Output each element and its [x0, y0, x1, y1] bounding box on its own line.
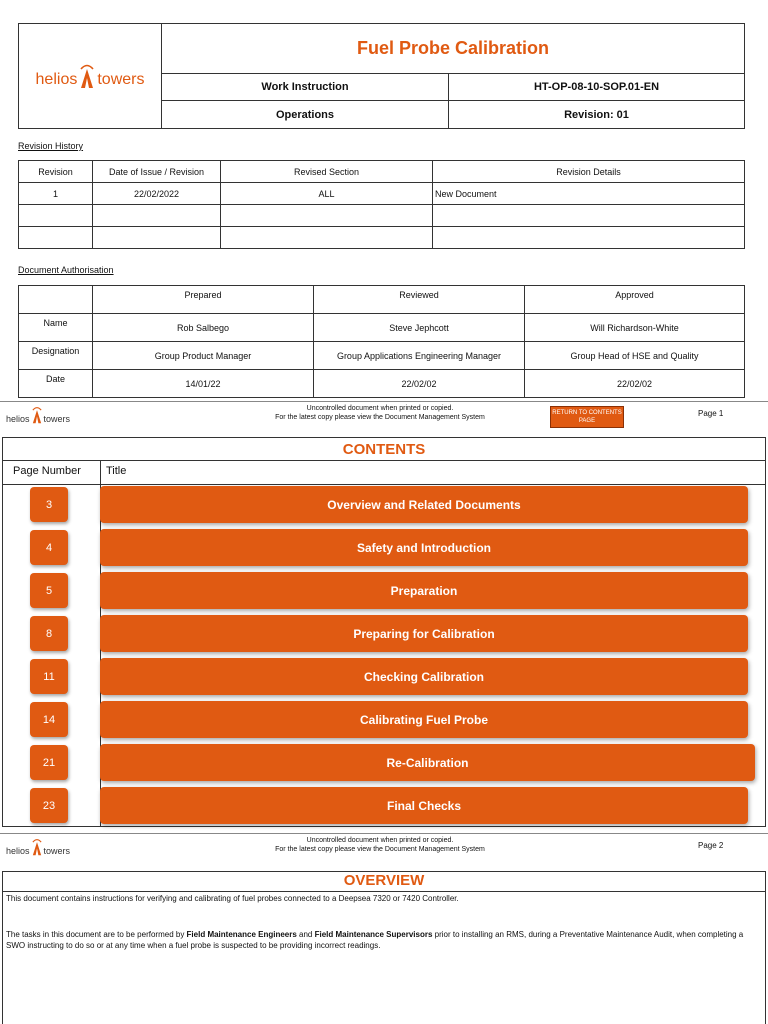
- contents-page-number[interactable]: 5: [30, 573, 68, 608]
- notice-line-1: Uncontrolled document when printed or copied.: [306, 837, 454, 844]
- table-header-cell: Date of Issue / Revision: [93, 161, 221, 183]
- helios-towers-logo-small: [6, 406, 70, 424]
- contents-page-number[interactable]: 14: [30, 702, 68, 737]
- divider: [3, 460, 765, 461]
- notice-line-2: For the latest copy please view the Document Management System: [275, 414, 485, 421]
- contents-page-number[interactable]: 8: [30, 616, 68, 651]
- table-cell: Name: [19, 314, 93, 342]
- table-cell: New Document: [433, 183, 745, 205]
- notice-line-1: Uncontrolled document when printed or copied.: [306, 405, 454, 412]
- document-header: [18, 23, 745, 129]
- overview-section: [2, 871, 766, 1024]
- contents-page-number[interactable]: 21: [30, 745, 68, 780]
- uncontrolled-notice: [230, 836, 530, 854]
- page-divider: [0, 401, 768, 402]
- revision: Revision: 01: [564, 108, 629, 121]
- table-header-cell: Reviewed: [314, 286, 525, 314]
- table-cell: [433, 205, 745, 227]
- logo-text-left: helios: [6, 414, 30, 424]
- contents-page-number[interactable]: 23: [30, 788, 68, 823]
- table-cell: 22/02/02: [314, 370, 525, 398]
- table-row: [19, 183, 745, 205]
- tower-icon: [77, 63, 97, 89]
- page-number: Page 1: [698, 409, 724, 418]
- table-cell: Rob Salbego: [93, 314, 314, 342]
- table-cell: Group Product Manager: [93, 342, 314, 370]
- authorisation-table: [18, 285, 745, 398]
- table-header-row: [19, 286, 745, 314]
- contents-item-calibrating[interactable]: Calibrating Fuel Probe: [100, 701, 748, 738]
- contents-page-number[interactable]: 3: [30, 487, 68, 522]
- table-cell: 14/01/22: [93, 370, 314, 398]
- role-field-maintenance-supervisors: Field Maintenance Supervisors: [314, 930, 433, 939]
- table-cell: Designation: [19, 342, 93, 370]
- table-cell: Group Applications Engineering Manager: [314, 342, 525, 370]
- logo-text-left: helios: [35, 71, 78, 88]
- contents-item-preparation[interactable]: Preparation: [100, 572, 748, 609]
- doc-code: HT-OP-08-10-SOP.01-EN: [449, 74, 744, 101]
- return-to-contents-button[interactable]: RETURN TO CONTENTS PAGE: [550, 406, 624, 428]
- table-header-row: [19, 161, 745, 183]
- role-field-maintenance-engineers: Field Maintenance Engineers: [186, 930, 297, 939]
- table-header-cell: Revision: [19, 161, 93, 183]
- table-row: [19, 227, 745, 249]
- logo-text-left: helios: [6, 846, 30, 856]
- table-row: [19, 205, 745, 227]
- department: Operations: [162, 101, 449, 128]
- tower-icon: [30, 406, 44, 424]
- divider: [3, 484, 765, 485]
- table-header-cell: Approved: [525, 286, 745, 314]
- table-cell: [19, 227, 93, 249]
- table-cell: Group Head of HSE and Quality: [525, 342, 745, 370]
- contents-item-overview[interactable]: Overview and Related Documents: [100, 486, 748, 523]
- table-row: [19, 314, 745, 342]
- table-cell: 22/02/2022: [93, 183, 221, 205]
- notice-line-2: For the latest copy please view the Document Management System: [275, 846, 485, 853]
- table-cell: [221, 227, 433, 249]
- page-number: Page 2: [698, 841, 724, 850]
- revision-history-label: Revision History: [18, 141, 84, 151]
- text-run: prior to installing an RMS, during a Preventative Maintenance Audit, when completing a SWO instructing to do so or at any time when a fuel probe is suspected to be providing incorrect readings.: [6, 930, 744, 950]
- overview-paragraph-1: This document contains instructions for verifying and calibrating of fuel probes connected to a Deepsea 7320 or 7420 Controller.: [6, 894, 459, 903]
- contents-item-preparing-calibration[interactable]: Preparing for Calibration: [100, 615, 748, 652]
- authorisation-label: Document Authorisation: [18, 265, 114, 275]
- text-run: and: [296, 930, 315, 939]
- overview-title: OVERVIEW: [343, 872, 425, 889]
- table-cell: Date: [19, 370, 93, 398]
- table-cell: [221, 205, 433, 227]
- table-cell: [19, 205, 93, 227]
- revision-history-table: [18, 160, 745, 249]
- table-cell: [93, 227, 221, 249]
- contents-page-number[interactable]: 11: [30, 659, 68, 694]
- uncontrolled-notice: [230, 404, 530, 422]
- column-header-title: Title: [106, 465, 127, 477]
- document-title: Fuel Probe Calibration: [162, 24, 744, 74]
- doc-type: Work Instruction: [162, 74, 449, 101]
- tower-icon: [30, 838, 44, 856]
- contents-item-final-checks[interactable]: Final Checks: [100, 787, 748, 824]
- helios-towers-logo: [19, 24, 162, 128]
- table-header-cell: Revision Details: [433, 161, 745, 183]
- contents-title: CONTENTS: [342, 441, 426, 458]
- contents-page-number[interactable]: 4: [30, 530, 68, 565]
- contents-item-safety[interactable]: Safety and Introduction: [100, 529, 748, 566]
- table-cell: [433, 227, 745, 249]
- text-run: The tasks in this document are to be performed by: [6, 930, 187, 939]
- divider: [3, 891, 765, 892]
- table-cell: 1: [19, 183, 93, 205]
- logo-text-right: towers: [97, 71, 145, 88]
- table-cell: [93, 205, 221, 227]
- table-header-cell: Prepared: [93, 286, 314, 314]
- logo-text-right: towers: [43, 846, 71, 856]
- logo-text-right: towers: [43, 414, 71, 424]
- table-row: [19, 370, 745, 398]
- table-cell: Steve Jephcott: [314, 314, 525, 342]
- overview-paragraph-2: [6, 929, 764, 951]
- table-row: [19, 342, 745, 370]
- table-cell: Will Richardson-White: [525, 314, 745, 342]
- page-divider: [0, 833, 768, 834]
- contents-item-recalibration[interactable]: Re-Calibration: [100, 744, 755, 781]
- contents-item-checking-calibration[interactable]: Checking Calibration: [100, 658, 748, 695]
- table-cell: 22/02/02: [525, 370, 745, 398]
- column-header-page: Page Number: [13, 465, 81, 477]
- table-header-cell: [19, 286, 93, 314]
- helios-towers-logo-small: [6, 838, 70, 856]
- table-header-cell: Revised Section: [221, 161, 433, 183]
- table-cell: ALL: [221, 183, 433, 205]
